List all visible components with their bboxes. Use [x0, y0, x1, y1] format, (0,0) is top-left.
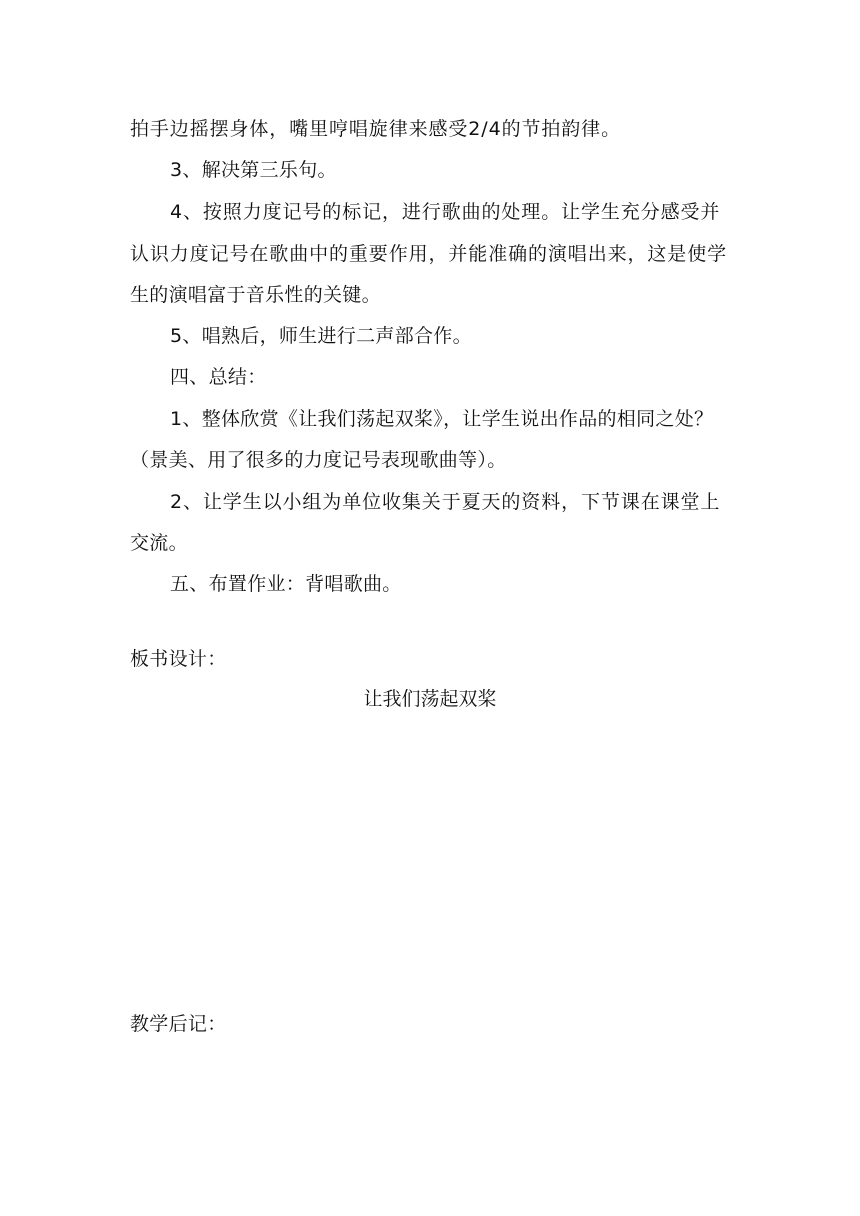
section-heading-homework: 五、布置作业：背唱歌曲。	[170, 573, 402, 595]
paragraph-line-6: 5、唱熟后，师生进行二声部合作。	[170, 325, 472, 347]
board-design-label: 板书设计：	[130, 648, 227, 670]
paragraph-line-3: 4、按照力度记号的标记，进行歌曲的处理。让学生充分感受并	[170, 201, 721, 223]
paragraph-line-11: 交流。	[130, 532, 188, 554]
paragraph-line-5: 生的演唱富于音乐性的关键。	[130, 284, 381, 306]
paragraph-line-9: （景美、用了很多的力度记号表现歌曲等）。	[130, 449, 507, 471]
paragraph-line-4: 认识力度记号在歌曲中的重要作用，并能准确的演唱出来，这是使学	[130, 243, 728, 265]
paragraph-line-10: 2、让学生以小组为单位收集关于夏天的资料，下节课在课堂上	[170, 491, 721, 513]
section-heading-summary: 四、总结：	[170, 366, 267, 388]
teaching-notes-label: 教学后记：	[130, 1013, 227, 1035]
board-title: 让我们荡起双桨	[363, 688, 497, 710]
paragraph-line-1: 拍手边摇摆身体，嘴里哼唱旋律来感受2/4的节拍韵律。	[130, 118, 621, 140]
paragraph-line-2: 3、解决第三乐句。	[170, 159, 337, 181]
paragraph-line-8: 1、整体欣赏《让我们荡起双桨》，让学生说出作品的相同之处？	[170, 408, 714, 430]
